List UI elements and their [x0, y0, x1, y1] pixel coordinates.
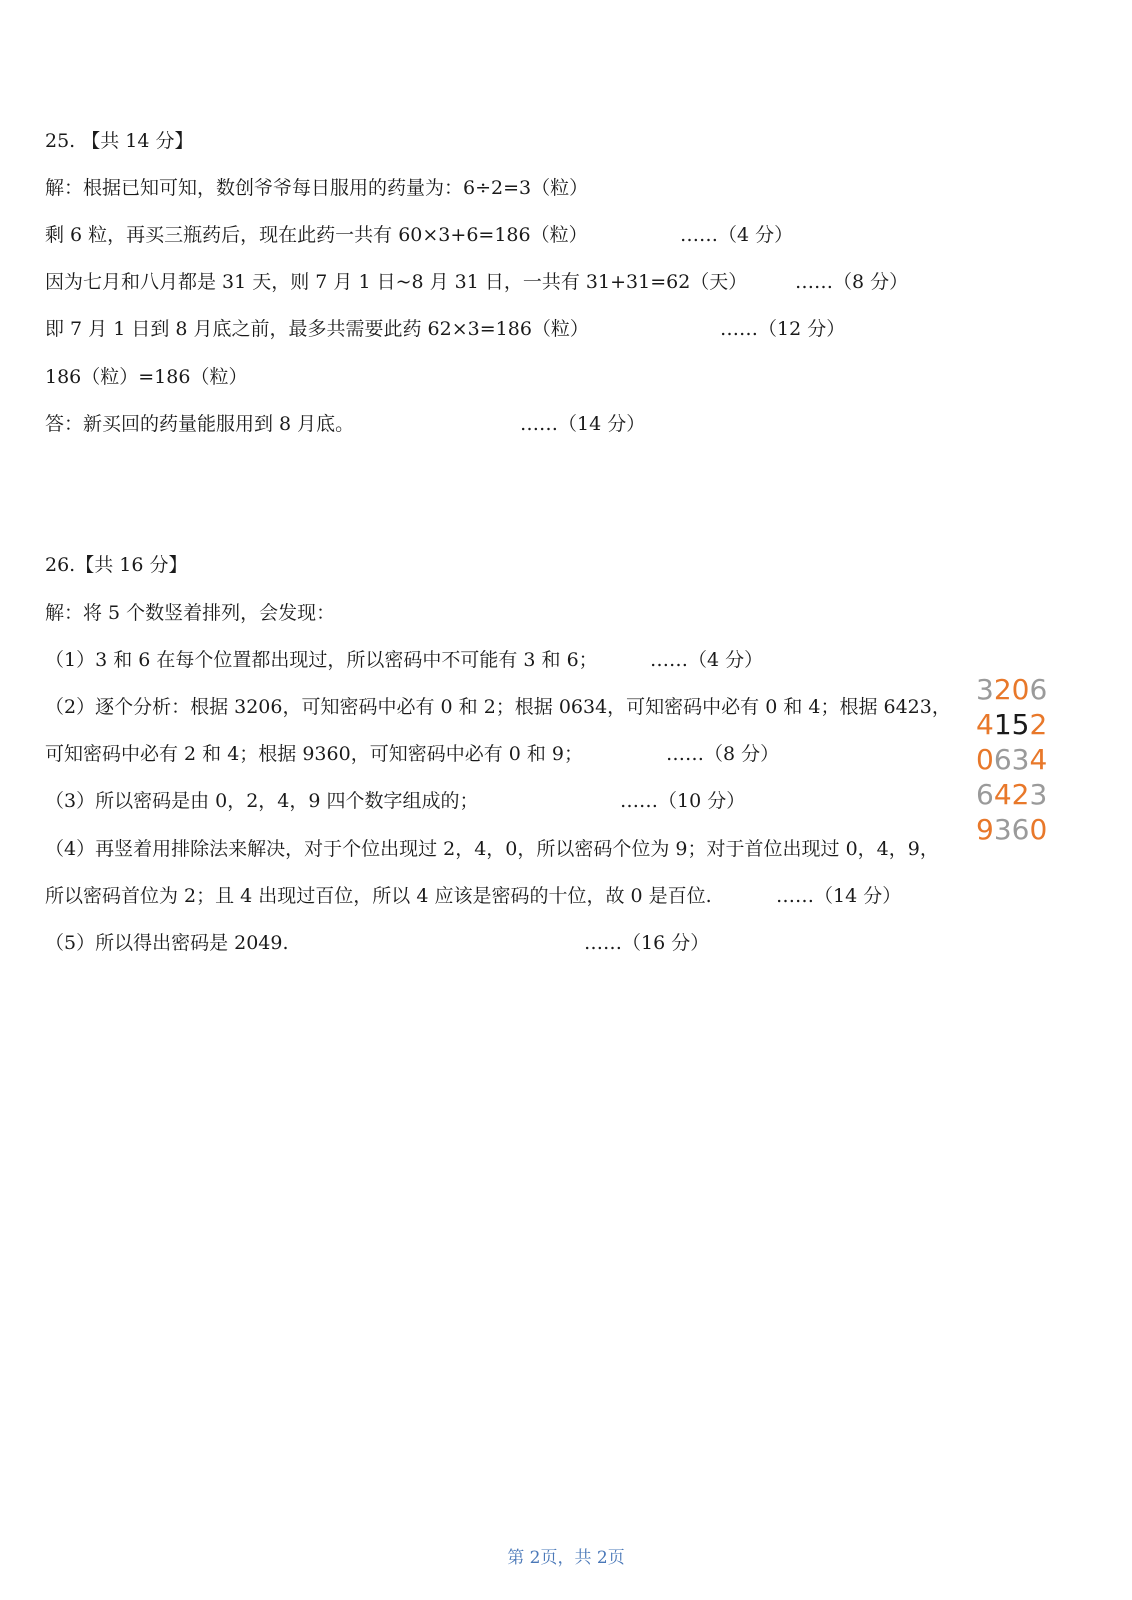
q26-step-4a: （4）再竖着用排除法来解决，对于个位出现过 2，4，0，所以密码个位为 9；对于首位出现过 0，4，9，: [45, 838, 939, 860]
grid-digit: 6: [976, 778, 994, 811]
q26-step-4b: 所以密码首位为 2；且 4 出现过百位，所以 4 应该是密码的十位，故 0 是百位.: [45, 885, 712, 907]
grid-digit: 3: [976, 673, 994, 706]
grid-digit: 4: [993, 778, 1012, 811]
q25-score-4: ……（12 分）: [720, 318, 846, 340]
q26-score-1: ……（4 分）: [650, 649, 764, 671]
grid-digit: 4: [976, 708, 994, 741]
grid-digit: 5: [1011, 708, 1030, 741]
grid-digit: 0: [976, 743, 994, 776]
q26-intro: 解：将 5 个数竖着排列，会发现：: [45, 602, 336, 624]
grid-digit: 1: [993, 708, 1012, 741]
grid-row: [976, 707, 1066, 742]
grid-digit: 2: [993, 673, 1012, 706]
q25-score-6: ……（14 分）: [520, 413, 646, 435]
q26-step-2b: 可知密码中必有 2 和 4；根据 9360，可知密码中必有 0 和 9；: [45, 743, 583, 765]
q26-step-2a: （2）逐个分析：根据 3206，可知密码中必有 0 和 2；根据 0634，可知密码中必有 0 和 4；根据 6423，: [45, 696, 951, 718]
grid-digit: 3: [993, 813, 1012, 846]
password-number-grid: [976, 672, 1066, 847]
grid-row: [976, 777, 1066, 812]
grid-row: [976, 672, 1066, 707]
q26-step-5: （5）所以得出密码是 2049.: [45, 932, 289, 954]
q25-score-3: ……（8 分）: [795, 271, 909, 293]
q26-score-5: ……（16 分）: [584, 932, 710, 954]
q26-step-3: （3）所以密码是由 0，2，4，9 四个数字组成的；: [45, 790, 479, 812]
q25-line-3: 因为七月和八月都是 31 天，则 7 月 1 日~8 月 31 日，一共有 31+31=62（天）: [45, 271, 748, 293]
q26-score-2: ……（8 分）: [666, 743, 780, 765]
grid-digit: 6: [1029, 673, 1048, 706]
grid-row: [976, 812, 1066, 847]
q26-heading: 26.【共 16 分】: [45, 554, 188, 576]
grid-digit: 4: [1029, 743, 1048, 776]
q25-line-5: 186（粒）=186（粒）: [45, 366, 248, 388]
q26-step-1: （1）3 和 6 在每个位置都出现过，所以密码中不可能有 3 和 6；: [45, 649, 598, 671]
q25-answer: 答：新买回的药量能服用到 8 月底。: [45, 413, 355, 435]
grid-digit: 6: [993, 743, 1012, 776]
grid-digit: 0: [1029, 813, 1048, 846]
grid-row: [976, 742, 1066, 777]
grid-digit: 3: [1029, 778, 1048, 811]
q25-line-2: 剩 6 粒，再买三瓶药后，现在此药一共有 60×3+6=186（粒）: [45, 224, 588, 246]
q25-line-4: 即 7 月 1 日到 8 月底之前，最多共需要此药 62×3=186（粒）: [45, 318, 589, 340]
q26-score-4: ……（14 分）: [776, 885, 902, 907]
grid-digit: 9: [976, 813, 994, 846]
grid-digit: 0: [1011, 673, 1030, 706]
q25-score-2: ……（4 分）: [680, 224, 794, 246]
grid-digit: 6: [1011, 813, 1030, 846]
page-footer: 第 2页，共 2页: [507, 1548, 625, 1568]
grid-digit: 3: [1011, 743, 1030, 776]
q26-score-3: ……（10 分）: [620, 790, 746, 812]
grid-digit: 2: [1029, 708, 1048, 741]
q25-line-1: 解：根据已知可知，数创爷爷每日服用的药量为：6÷2=3（粒）: [45, 177, 589, 199]
q25-heading: 25. 【共 14 分】: [45, 130, 194, 152]
grid-digit: 2: [1011, 778, 1030, 811]
